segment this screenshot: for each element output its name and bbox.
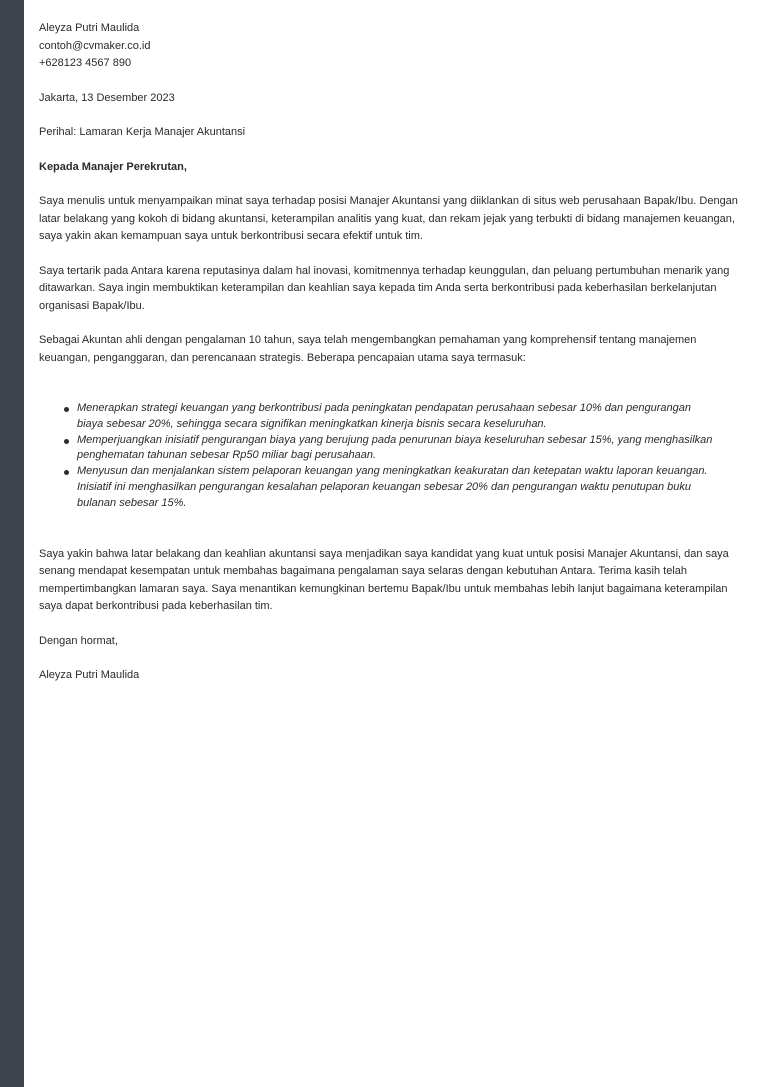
salutation: Kepada Manajer Perekrutan, xyxy=(39,160,187,173)
bullet-icon xyxy=(64,439,69,444)
bullet-icon xyxy=(64,407,69,412)
sender-block xyxy=(39,20,739,73)
achievement-text: Menyusun dan menjalankan sistem pelaporan keuangan yang meningkatkan keakuratan dan ketepatan waktu laporan keuangan. Inisiatif ini menghasilkan pengurangan kesalahan pelaporan keuangan sebesar 20% dan pengurangan waktu penutupan buku bulanan sebesar 15%. xyxy=(77,465,708,509)
cover-letter xyxy=(39,20,739,685)
paragraph-intro: Saya menulis untuk menyampaikan minat saya terhadap posisi Manajer Akuntansi yang diiklankan di situs web perusahaan Bapak/Ibu. Dengan latar belakang yang kokoh di bidang akuntansi, keterampilan analitis yang kuat, dan rekam jejak yang terbukti di bidang manajemen keuangan, saya yakin akan kemampuan saya untuk berkontribusi secara efektif untuk tim. xyxy=(39,195,738,242)
sender-phone: +628123 4567 890 xyxy=(39,57,132,69)
sign-off: Dengan hormat, xyxy=(39,634,118,647)
letter-date: Jakarta, 13 Desember 2023 xyxy=(39,91,175,104)
bullet-icon xyxy=(64,470,69,475)
paragraph-motivation: Saya tertarik pada Antara karena reputasinya dalam hal inovasi, komitmennya terhadap keunggulan, dan peluang pertumbuhan menarik yang ditawarkan. Saya ingin membuktikan keterampilan dan keahlian saya kepada tim Anda serta berkontribusi pada keberhasilan berkelanjutan organisasi Bapak/Ibu. xyxy=(39,264,730,312)
achievement-text: Memperjuangkan inisiatif pengurangan biaya yang berujung pada penurunan biaya keseluruhan sebesar 15%, yang menghasilkan penghematan tahunan sebesar Rp50 miliar bagi perusahaan. xyxy=(77,433,713,462)
list-item xyxy=(77,401,739,433)
sender-email: contoh@cvmaker.co.id xyxy=(39,39,151,52)
achievements-list xyxy=(39,401,739,512)
paragraph-experience: Sebagai Akuntan ahli dengan pengalaman 10 tahun, saya telah mengembangkan pemahaman yang komprehensif tentang manajemen keuangan, penganggaran, dan perencanaan strategis. Beberapa pencapaian utama saya termasuk: xyxy=(39,334,697,364)
sender-name: Aleyza Putri Maulida xyxy=(39,22,140,34)
sidebar-stripe xyxy=(0,0,24,1087)
achievement-text: Menerapkan strategi keuangan yang berkontribusi pada peningkatan pendapatan perusahaan sebesar 10% dan pengurangan biaya sebesar 20%, sehingga secara signifikan meningkatkan kinerja bisnis secara keseluruhan. xyxy=(77,402,692,430)
signature-name: Aleyza Putri Maulida xyxy=(39,669,140,682)
paragraph-closing: Saya yakin bahwa latar belakang dan keahlian akuntansi saya menjadikan saya kandidat yang kuat untuk posisi Manajer Akuntansi, dan saya senang mendapat kesempatan untuk membahas bagaimana pengalaman saya selaras dengan kebutuhan Antara. Terima kasih telah mempertimbangkan lamaran saya. Saya menantikan kemungkinan bertemu Bapak/Ibu untuk membahas lebih lanjut bagaimana keterampilan saya dapat berkontribusi pada keberhasilan tim. xyxy=(39,547,729,613)
list-item xyxy=(77,433,739,465)
list-item xyxy=(77,464,739,511)
letter-subject: Perihal: Lamaran Kerja Manajer Akuntansi xyxy=(39,126,246,138)
